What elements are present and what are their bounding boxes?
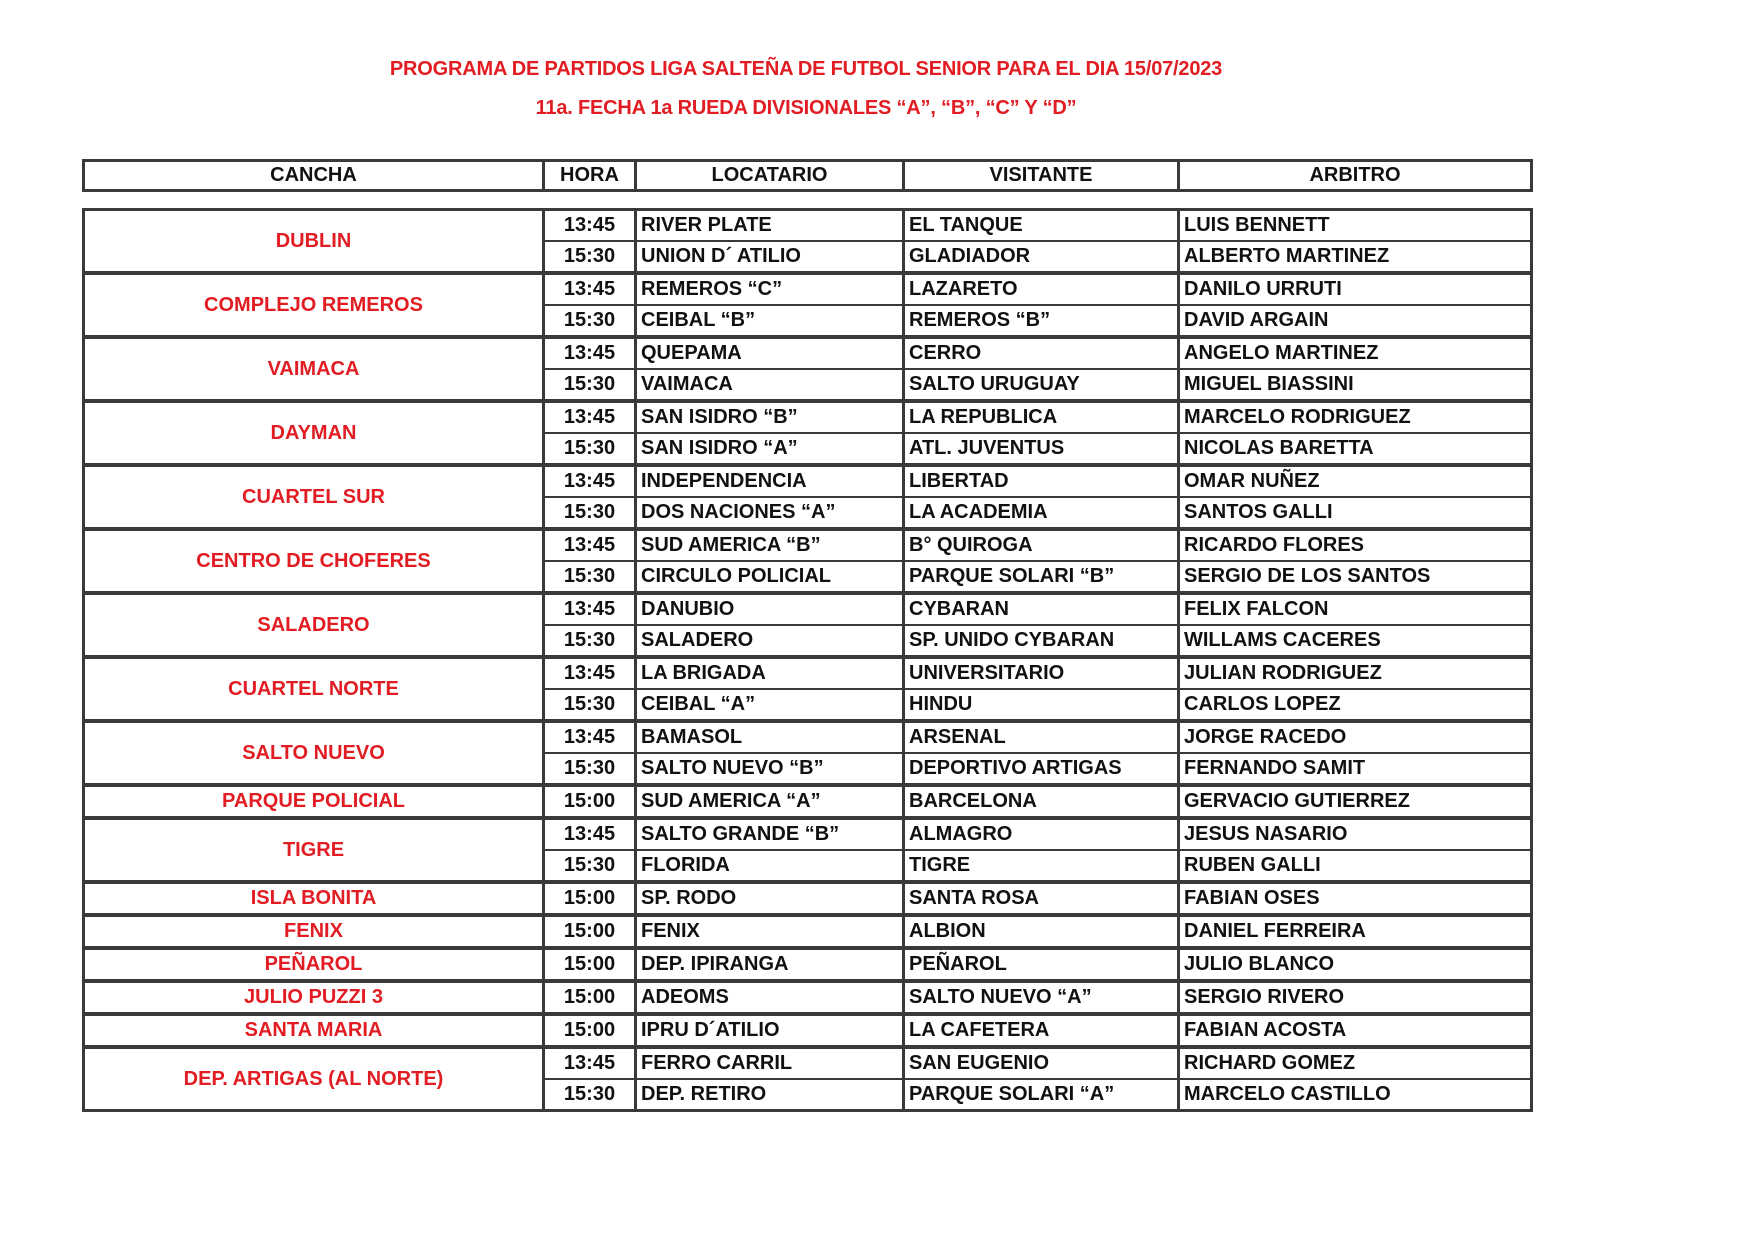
hora-cell: 15:00 [544,882,636,915]
locatario-cell: SUD AMERICA “B” [636,529,904,561]
match-row [84,1014,1532,1047]
cancha-cell: JULIO PUZZI 3 [84,981,544,1014]
hora-cell: 15:30 [544,850,636,882]
arbitro-cell: FABIAN OSES [1179,882,1532,915]
hora-cell: 13:45 [544,593,636,625]
locatario-cell: FLORIDA [636,850,904,882]
locatario-cell: CEIBAL “B” [636,305,904,337]
visitante-cell: DEPORTIVO ARTIGAS [904,753,1179,785]
match-row [84,529,1532,561]
match-row [84,948,1532,981]
visitante-cell: CYBARAN [904,593,1179,625]
hora-cell: 15:30 [544,497,636,529]
hora-cell: 13:45 [544,401,636,433]
visitante-cell: REMEROS “B” [904,305,1179,337]
locatario-cell: FENIX [636,915,904,948]
cancha-cell: FENIX [84,915,544,948]
match-row [84,721,1532,753]
locatario-cell: INDEPENDENCIA [636,465,904,497]
column-header-visitante: VISITANTE [904,161,1179,191]
hora-cell: 13:45 [544,657,636,689]
arbitro-cell: MIGUEL BIASSINI [1179,369,1532,401]
visitante-cell: ARSENAL [904,721,1179,753]
hora-cell: 15:30 [544,561,636,593]
visitante-cell: LAZARETO [904,273,1179,305]
locatario-cell: DEP. RETIRO [636,1079,904,1111]
visitante-cell: B° QUIROGA [904,529,1179,561]
arbitro-cell: JULIAN RODRIGUEZ [1179,657,1532,689]
arbitro-cell: NICOLAS BARETTA [1179,433,1532,465]
arbitro-cell: MARCELO CASTILLO [1179,1079,1532,1111]
arbitro-cell: SANTOS GALLI [1179,497,1532,529]
hora-cell: 15:00 [544,981,636,1014]
match-row [84,981,1532,1014]
arbitro-cell: ALBERTO MARTINEZ [1179,241,1532,273]
cancha-cell: SALADERO [84,593,544,657]
arbitro-cell: WILLAMS CACERES [1179,625,1532,657]
visitante-cell: LA REPUBLICA [904,401,1179,433]
arbitro-cell: CARLOS LOPEZ [1179,689,1532,721]
arbitro-cell: GERVACIO GUTIERREZ [1179,785,1532,818]
schedule-header-table [82,159,1533,192]
column-header-arbitro: ARBITRO [1179,161,1532,191]
visitante-cell: ALBION [904,915,1179,948]
cancha-cell: CUARTEL NORTE [84,657,544,721]
cancha-cell: TIGRE [84,818,544,882]
match-row [84,785,1532,818]
visitante-cell: UNIVERSITARIO [904,657,1179,689]
hora-cell: 15:30 [544,625,636,657]
locatario-cell: DANUBIO [636,593,904,625]
locatario-cell: DOS NACIONES “A” [636,497,904,529]
match-row [84,210,1532,242]
visitante-cell: SALTO URUGUAY [904,369,1179,401]
visitante-cell: TIGRE [904,850,1179,882]
visitante-cell: PEÑAROL [904,948,1179,981]
locatario-cell: VAIMACA [636,369,904,401]
hora-cell: 15:30 [544,305,636,337]
hora-cell: 15:00 [544,1014,636,1047]
cancha-cell: COMPLEJO REMEROS [84,273,544,337]
match-row [84,657,1532,689]
cancha-cell: SALTO NUEVO [84,721,544,785]
cancha-cell: CUARTEL SUR [84,465,544,529]
hora-cell: 15:00 [544,785,636,818]
column-header-cancha: CANCHA [84,161,544,191]
column-header-hora: HORA [544,161,636,191]
visitante-cell: SP. UNIDO CYBARAN [904,625,1179,657]
match-row [84,401,1532,433]
visitante-cell: SAN EUGENIO [904,1047,1179,1079]
arbitro-cell: DANIEL FERREIRA [1179,915,1532,948]
arbitro-cell: DAVID ARGAIN [1179,305,1532,337]
locatario-cell: SALTO NUEVO “B” [636,753,904,785]
visitante-cell: ALMAGRO [904,818,1179,850]
visitante-cell: PARQUE SOLARI “A” [904,1079,1179,1111]
locatario-cell: BAMASOL [636,721,904,753]
schedule-table [82,208,1533,1112]
hora-cell: 15:00 [544,948,636,981]
hora-cell: 13:45 [544,721,636,753]
cancha-cell: SANTA MARIA [84,1014,544,1047]
arbitro-cell: MARCELO RODRIGUEZ [1179,401,1532,433]
arbitro-cell: SERGIO DE LOS SANTOS [1179,561,1532,593]
hora-cell: 13:45 [544,1047,636,1079]
arbitro-cell: FERNANDO SAMIT [1179,753,1532,785]
visitante-cell: LA CAFETERA [904,1014,1179,1047]
visitante-cell: HINDU [904,689,1179,721]
arbitro-cell: LUIS BENNETT [1179,210,1532,242]
hora-cell: 13:45 [544,529,636,561]
locatario-cell: SAN ISIDRO “B” [636,401,904,433]
visitante-cell: SANTA ROSA [904,882,1179,915]
cancha-cell: PEÑAROL [84,948,544,981]
hora-cell: 15:30 [544,241,636,273]
header-row [84,161,1532,191]
cancha-cell: DAYMAN [84,401,544,465]
locatario-cell: DEP. IPIRANGA [636,948,904,981]
arbitro-cell: RUBEN GALLI [1179,850,1532,882]
cancha-cell: ISLA BONITA [84,882,544,915]
locatario-cell: REMEROS “C” [636,273,904,305]
arbitro-cell: OMAR NUÑEZ [1179,465,1532,497]
arbitro-cell: JULIO BLANCO [1179,948,1532,981]
hora-cell: 15:30 [544,433,636,465]
visitante-cell: LIBERTAD [904,465,1179,497]
locatario-cell: ADEOMS [636,981,904,1014]
cancha-cell: CENTRO DE CHOFERES [84,529,544,593]
locatario-cell: SALADERO [636,625,904,657]
hora-cell: 13:45 [544,273,636,305]
cancha-cell: DUBLIN [84,210,544,274]
locatario-cell: CEIBAL “A” [636,689,904,721]
locatario-cell: LA BRIGADA [636,657,904,689]
visitante-cell: SALTO NUEVO “A” [904,981,1179,1014]
locatario-cell: SAN ISIDRO “A” [636,433,904,465]
match-row [84,337,1532,369]
match-row [84,593,1532,625]
visitante-cell: LA ACADEMIA [904,497,1179,529]
cancha-cell: PARQUE POLICIAL [84,785,544,818]
locatario-cell: UNION D´ ATILIO [636,241,904,273]
visitante-cell: CERRO [904,337,1179,369]
hora-cell: 15:30 [544,753,636,785]
visitante-cell: GLADIADOR [904,241,1179,273]
hora-cell: 15:00 [544,915,636,948]
arbitro-cell: JESUS NASARIO [1179,818,1532,850]
page-subtitle: 11a. FECHA 1a RUEDA DIVISIONALES “A”, “B”, “C” Y “D” [535,97,1077,119]
cancha-cell: DEP. ARTIGAS (AL NORTE) [84,1047,544,1111]
column-header-locatario: LOCATARIO [636,161,904,191]
locatario-cell: RIVER PLATE [636,210,904,242]
arbitro-cell: DANILO URRUTI [1179,273,1532,305]
visitante-cell: BARCELONA [904,785,1179,818]
match-row [84,915,1532,948]
locatario-cell: SP. RODO [636,882,904,915]
arbitro-cell: FELIX FALCON [1179,593,1532,625]
hora-cell: 13:45 [544,465,636,497]
match-row [84,818,1532,850]
hora-cell: 15:30 [544,369,636,401]
locatario-cell: IPRU D´ATILIO [636,1014,904,1047]
hora-cell: 15:30 [544,1079,636,1111]
arbitro-cell: RICARDO FLORES [1179,529,1532,561]
locatario-cell: QUEPAMA [636,337,904,369]
locatario-cell: CIRCULO POLICIAL [636,561,904,593]
visitante-cell: EL TANQUE [904,210,1179,242]
schedule-table-body [84,210,1532,1111]
match-row [84,465,1532,497]
match-row [84,882,1532,915]
hora-cell: 13:45 [544,210,636,242]
locatario-cell: SUD AMERICA “A” [636,785,904,818]
hora-cell: 13:45 [544,818,636,850]
hora-cell: 13:45 [544,337,636,369]
cancha-cell: VAIMACA [84,337,544,401]
match-row [84,273,1532,305]
visitante-cell: ATL. JUVENTUS [904,433,1179,465]
arbitro-cell: FABIAN ACOSTA [1179,1014,1532,1047]
arbitro-cell: JORGE RACEDO [1179,721,1532,753]
match-row [84,1047,1532,1079]
locatario-cell: SALTO GRANDE “B” [636,818,904,850]
hora-cell: 15:30 [544,689,636,721]
visitante-cell: PARQUE SOLARI “B” [904,561,1179,593]
locatario-cell: FERRO CARRIL [636,1047,904,1079]
page-title: PROGRAMA DE PARTIDOS LIGA SALTEÑA DE FUTBOL SENIOR PARA EL DIA 15/07/2023 [389,58,1223,80]
arbitro-cell: ANGELO MARTINEZ [1179,337,1532,369]
arbitro-cell: RICHARD GOMEZ [1179,1047,1532,1079]
arbitro-cell: SERGIO RIVERO [1179,981,1532,1014]
